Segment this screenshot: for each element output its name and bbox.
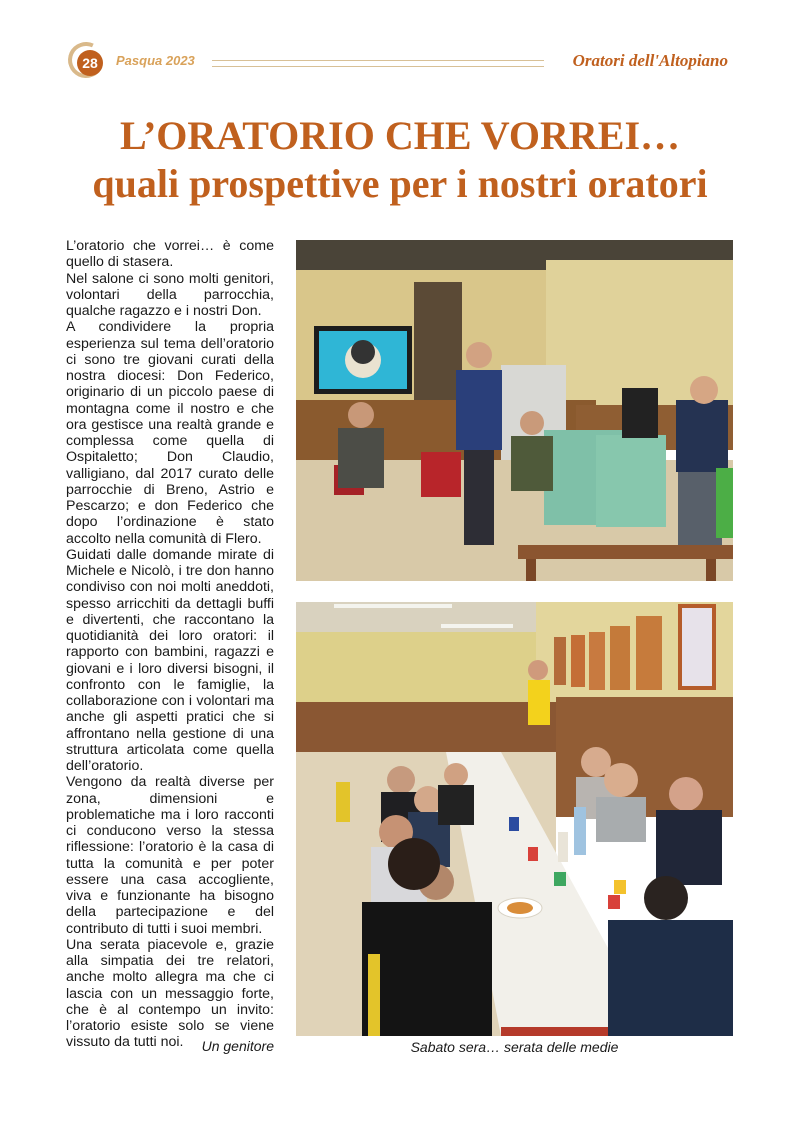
meeting-hall-illustration bbox=[296, 240, 733, 581]
photo-dinner-medie bbox=[296, 602, 733, 1036]
article-title bbox=[0, 112, 800, 208]
photo-meeting-hall bbox=[296, 240, 733, 581]
magazine-title: Oratori dell'Altopiano bbox=[572, 51, 728, 70]
dinner-illustration bbox=[296, 602, 733, 1036]
page-number: 28 bbox=[77, 50, 103, 76]
article-signature: Un genitore bbox=[201, 1038, 274, 1054]
title-line-1: L’ORATORIO CHE VORREI… bbox=[119, 113, 681, 158]
paragraph: Guidati dalle domande mirate di Michele e Nicolò, i tre don hanno condiviso con noi molti aneddoti, spesso arricchiti da dettagli buffi e divertenti, che raccontano la quotidianità dei loro oratori: il rapporto con bambini, ragazzi e giovani e i loro diversi bisogni, il confronto con le famiglie, la collaborazione con i volontari ma anche gli aspetti pratici che si affrontano nella gestione di una struttura articolata come quella dell’oratorio. bbox=[66, 546, 274, 774]
paragraph: A condividere la propria esperienza sul tema dell’oratorio ci sono tre giovani curati della nostra diocesi: Don Federico, originario di un piccolo paese di montagna come il nostro e che ora gestisce una realtà grande e complessa come quella di Ospitaletto; Don Claudio, valligiano, dal 2017 curato delle parrocchie di Breno, Astrio e Pescarzo; e don Federico che dopo l’ordinazione è stato accolto nella comunità di Flero. bbox=[66, 319, 274, 547]
photo-caption: Sabato sera… serata delle medie bbox=[410, 1039, 619, 1055]
article-body bbox=[66, 238, 274, 1051]
paragraph: Nel salone ci sono molti genitori, volontari della parrocchia, qualche ragazzo e i nostri Don. bbox=[66, 270, 274, 319]
paragraph: Una serata piacevole e, grazie alla simpatia dei tre relatori, anche molto allegra ma che ci lascia con un messaggio forte, che è al contempo un invito: l’oratorio esiste solo se viene vissuto da tutti noi. bbox=[66, 936, 274, 1051]
paragraph: L’oratorio che vorrei… è come quello di stasera. bbox=[66, 238, 274, 271]
page-header bbox=[0, 0, 800, 90]
issue-label: Pasqua 2023 bbox=[116, 53, 195, 68]
header-divider bbox=[212, 60, 544, 67]
page-number-badge bbox=[68, 42, 108, 82]
paragraph: Vengono da realtà diverse per zona, dimensioni e problematiche ma i loro racconti ci conducono verso la stessa riflessione: l’oratorio è la casa di tutta la comunità e per poter essere una casa accogliente, viva e funzionante ha bisogno della partecipazione e del contributo di tutti i suoi membri. bbox=[66, 774, 274, 937]
title-line-2: quali prospettive per i nostri oratori bbox=[92, 161, 708, 206]
